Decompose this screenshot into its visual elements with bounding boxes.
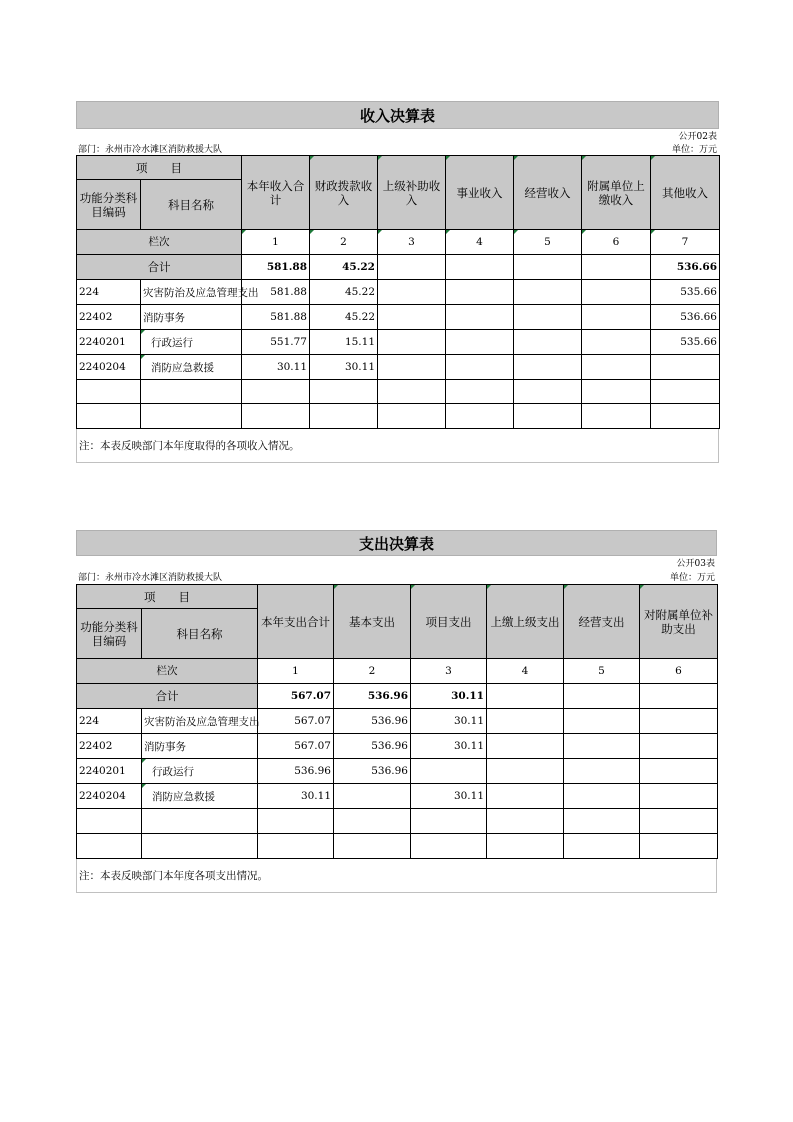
income-unit: 单位：万元 [671, 145, 717, 155]
row-name: 行政运行 [141, 330, 242, 355]
row-cell [514, 330, 582, 355]
row-cell [446, 280, 514, 305]
col-number: 6 [582, 230, 651, 255]
row-cell: 45.22 [310, 305, 378, 330]
expense-sheet [76, 530, 717, 893]
row-cell [582, 305, 651, 330]
empty-row [77, 404, 720, 429]
row-cell [514, 305, 582, 330]
row-cell: 536.96 [334, 759, 411, 784]
col-number: 3 [411, 659, 487, 684]
col-number: 4 [446, 230, 514, 255]
row-cell [487, 784, 564, 809]
col-number: 2 [310, 230, 378, 255]
table-row [77, 734, 718, 759]
row-cell: 551.77 [242, 330, 310, 355]
header-item: 项 目 [77, 156, 242, 180]
total-cell [487, 684, 564, 709]
total-row [77, 255, 720, 280]
row-cell: 536.96 [334, 734, 411, 759]
row-cell [378, 280, 446, 305]
row-name: 灾害防治及应急管理支出 [141, 280, 242, 305]
row-cell [640, 784, 718, 809]
row-cell [487, 709, 564, 734]
row-cell [582, 280, 651, 305]
empty-row [77, 809, 718, 834]
row-cell [564, 734, 640, 759]
row-cell [446, 305, 514, 330]
income-title: 收入决算表 [76, 101, 719, 129]
total-cell: 581.88 [242, 255, 310, 280]
total-label: 合计 [77, 684, 258, 709]
column-header: 本年收入合计 [242, 156, 310, 230]
total-cell [446, 255, 514, 280]
row-cell: 535.66 [651, 330, 720, 355]
column-header: 对附属单位补助支出 [640, 585, 718, 659]
column-header: 附属单位上缴收入 [582, 156, 651, 230]
row-cell: 45.22 [310, 280, 378, 305]
table-row [77, 709, 718, 734]
column-header: 事业收入 [446, 156, 514, 230]
column-header: 上级补助收入 [378, 156, 446, 230]
row-label: 栏次 [77, 659, 258, 684]
row-cell [487, 734, 564, 759]
total-cell [514, 255, 582, 280]
row-code: 22402 [77, 305, 141, 330]
expense-title: 支出决算表 [76, 530, 717, 556]
expense-form-no: 公开03表 [676, 559, 715, 569]
row-cell [334, 784, 411, 809]
row-cell: 536.66 [651, 305, 720, 330]
col-number: 1 [258, 659, 334, 684]
income-sheet [76, 101, 719, 463]
row-cell: 535.66 [651, 280, 720, 305]
table-row [77, 305, 720, 330]
row-code: 22402 [77, 734, 142, 759]
row-cell [582, 355, 651, 380]
row-cell [564, 784, 640, 809]
row-cell: 30.11 [411, 784, 487, 809]
column-header: 经营支出 [564, 585, 640, 659]
table-row [77, 355, 720, 380]
total-label: 合计 [77, 255, 242, 280]
row-cell [640, 759, 718, 784]
row-cell [446, 355, 514, 380]
row-cell: 581.88 [242, 280, 310, 305]
total-row [77, 684, 718, 709]
row-name: 消防事务 [141, 305, 242, 330]
empty-row [77, 380, 720, 404]
header-name: 科目名称 [142, 609, 258, 659]
row-cell: 30.11 [242, 355, 310, 380]
col-number: 3 [378, 230, 446, 255]
row-cell: 536.96 [258, 759, 334, 784]
row-code: 2240204 [77, 784, 142, 809]
col-number: 7 [651, 230, 720, 255]
total-cell: 536.66 [651, 255, 720, 280]
row-cell [564, 759, 640, 784]
income-note: 注：本表反映部门本年度取得的各项收入情况。 [76, 429, 719, 463]
row-cell [640, 734, 718, 759]
row-cell: 30.11 [258, 784, 334, 809]
row-code: 224 [77, 709, 142, 734]
total-cell [564, 684, 640, 709]
col-number: 2 [334, 659, 411, 684]
col-number: 5 [564, 659, 640, 684]
empty-row [77, 834, 718, 859]
header-item: 项 目 [77, 585, 258, 609]
row-cell [564, 709, 640, 734]
row-name: 行政运行 [142, 759, 258, 784]
total-cell: 45.22 [310, 255, 378, 280]
column-header: 本年支出合计 [258, 585, 334, 659]
row-label: 栏次 [77, 230, 242, 255]
header-name: 科目名称 [141, 180, 242, 230]
col-number: 6 [640, 659, 718, 684]
row-cell: 30.11 [310, 355, 378, 380]
column-header: 项目支出 [411, 585, 487, 659]
table-row [77, 759, 718, 784]
total-cell: 30.11 [411, 684, 487, 709]
expense-table [76, 584, 718, 859]
row-code: 224 [77, 280, 141, 305]
column-header: 经营收入 [514, 156, 582, 230]
row-cell: 536.96 [334, 709, 411, 734]
row-cell [582, 330, 651, 355]
total-cell [640, 684, 718, 709]
row-name: 消防事务 [142, 734, 258, 759]
row-cell: 567.07 [258, 734, 334, 759]
column-header: 财政拨款收入 [310, 156, 378, 230]
income-form-no: 公开02表 [678, 132, 717, 142]
row-cell [411, 759, 487, 784]
header-code: 功能分类科目编码 [77, 180, 141, 230]
total-cell [378, 255, 446, 280]
row-name: 消防应急救援 [142, 784, 258, 809]
row-cell [378, 330, 446, 355]
row-name: 消防应急救援 [141, 355, 242, 380]
row-cell: 581.88 [242, 305, 310, 330]
col-number: 5 [514, 230, 582, 255]
row-code: 2240204 [77, 355, 141, 380]
income-table [76, 155, 720, 429]
row-cell [378, 305, 446, 330]
column-header: 基本支出 [334, 585, 411, 659]
table-row [77, 330, 720, 355]
col-number: 4 [487, 659, 564, 684]
row-name: 灾害防治及应急管理支出 [142, 709, 258, 734]
expense-note: 注：本表反映部门本年度各项支出情况。 [76, 859, 717, 893]
row-cell [651, 355, 720, 380]
col-number: 1 [242, 230, 310, 255]
row-code: 2240201 [77, 759, 142, 784]
row-code: 2240201 [77, 330, 141, 355]
row-cell: 30.11 [411, 709, 487, 734]
total-cell [582, 255, 651, 280]
row-cell [514, 355, 582, 380]
total-cell: 536.96 [334, 684, 411, 709]
table-row [77, 280, 720, 305]
row-cell [487, 759, 564, 784]
row-cell [640, 709, 718, 734]
expense-dept: 部门：永州市冷水滩区消防救援大队 [78, 573, 223, 583]
header-code: 功能分类科目编码 [77, 609, 142, 659]
expense-unit: 单位：万元 [669, 573, 715, 583]
row-cell [378, 355, 446, 380]
total-cell: 567.07 [258, 684, 334, 709]
column-header: 其他收入 [651, 156, 720, 230]
row-cell: 30.11 [411, 734, 487, 759]
column-header: 上缴上级支出 [487, 585, 564, 659]
row-cell: 567.07 [258, 709, 334, 734]
income-dept: 部门：永州市冷水滩区消防救援大队 [78, 145, 223, 155]
row-cell [514, 280, 582, 305]
row-cell [446, 330, 514, 355]
table-row [77, 784, 718, 809]
row-cell: 15.11 [310, 330, 378, 355]
